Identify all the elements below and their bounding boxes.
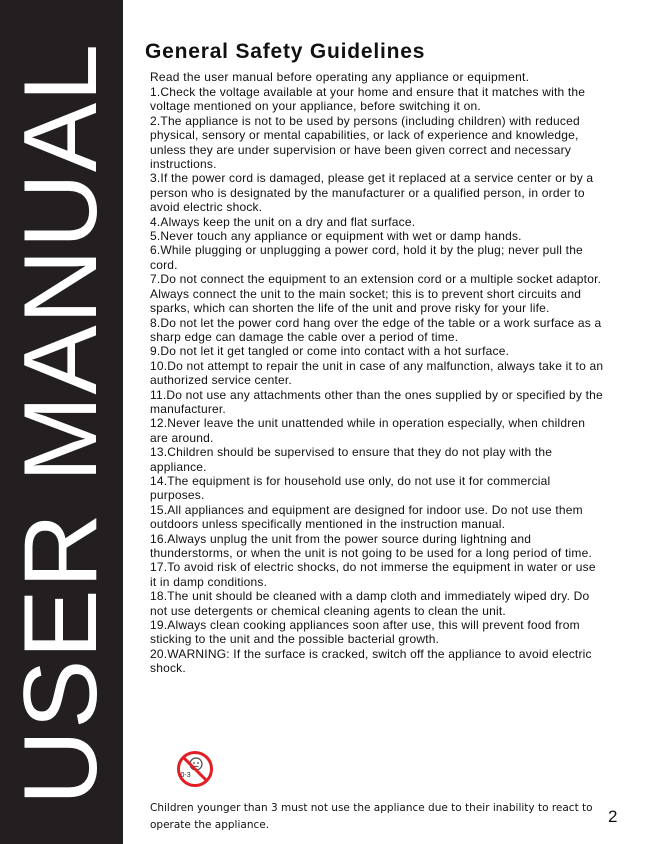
list-item: 18.The unit should be cleaned with a damp cloth and immediately wiped dry. Do not use detergents or chemical cleaning agents to clean the unit. xyxy=(150,589,590,618)
list-item: 16.Always unplug the unit from the power source during lightning and thunderstorms, or when the unit is not going to be used for a long period of time. xyxy=(150,531,592,560)
intro-text: Read the user manual before operating any appliance or equipment. xyxy=(150,70,530,84)
sidebar xyxy=(0,0,123,844)
content xyxy=(145,40,605,676)
list-item: 7.Do not connect the equipment to an extension cord or a multiple socket adaptor. Always connect the unit to the main socket; this is to prevent short circuits and sparks, which can shorten the life of the unit and prove risky for your life. xyxy=(150,272,602,316)
list-item: 15.All appliances and equipment are designed for indoor use. Do not use them outdoors unless specifically mentioned in the instruction manual. xyxy=(150,502,583,532)
list-item: 13.Children should be supervised to ensure that they do not play with the appliance. xyxy=(150,445,553,474)
list-item: 17.To avoid risk of electric shocks, do not immerse the equipment in water or use it in damp conditions. xyxy=(150,560,596,589)
list-item: 6.While plugging or unplugging a power cord, hold it by the plug; never pull the cord. xyxy=(150,243,583,272)
no-children-0-3-icon xyxy=(176,750,214,788)
list-item: 20.WARNING: If the surface is cracked, switch off the appliance to avoid electric shock. xyxy=(150,646,592,676)
age-label: 0-3 xyxy=(180,772,191,779)
list-item: 10.Do not attempt to repair the unit in case of any malfunction, always take it to an authorized service center. xyxy=(150,358,604,388)
sidebar-title: USER MANUAL xyxy=(3,42,119,806)
page-number: 2 xyxy=(608,807,618,826)
list-item: 12.Never leave the unit unattended while in operation especially, when children are around. xyxy=(150,416,586,445)
list-item: 5.Never touch any appliance or equipment with wet or damp hands. xyxy=(150,229,522,244)
list-item: 19.Always clean cooking appliances soon after use, this will prevent food from sticking to the unit and the possible bacterial growth. xyxy=(150,618,580,647)
guidelines-list xyxy=(145,85,605,676)
list-item: 8.Do not let the power cord hang over the edge of the table or a work surface as a sharp edge can damage the cable over a period of time. xyxy=(150,315,602,344)
list-item: 2.The appliance is not to be used by persons (including children) with reduced physical, sensory or mental capabilities, or lack of experience and knowledge, unless they are under supervision or have been given correct and necessary instructions. xyxy=(150,113,580,172)
page-title: General Safety Guidelines xyxy=(145,40,426,63)
list-item: 11.Do not use any attachments other than the ones supplied by or specified by the manufacturer. xyxy=(150,387,603,416)
list-item: 14.The equipment is for household use only, do not use it for commercial purposes. xyxy=(150,473,551,503)
list-item: 4.Always keep the unit on a dry and flat surface. xyxy=(150,214,416,229)
footnote: Children younger than 3 must not use the appliance due to their inability to react to operate the appliance. xyxy=(150,802,593,831)
list-item: 9.Do not let it get tangled or come into contact with a hot surface. xyxy=(150,344,510,359)
list-item: 1.Check the voltage available at your home and ensure that it matches with the voltage mentioned on your appliance, before switching it on. xyxy=(150,85,586,114)
list-item: 3.If the power cord is damaged, please get it replaced at a service center or by a person who is designated by the manufacturer or a qualified person, in order to avoid electric shock. xyxy=(150,171,594,215)
